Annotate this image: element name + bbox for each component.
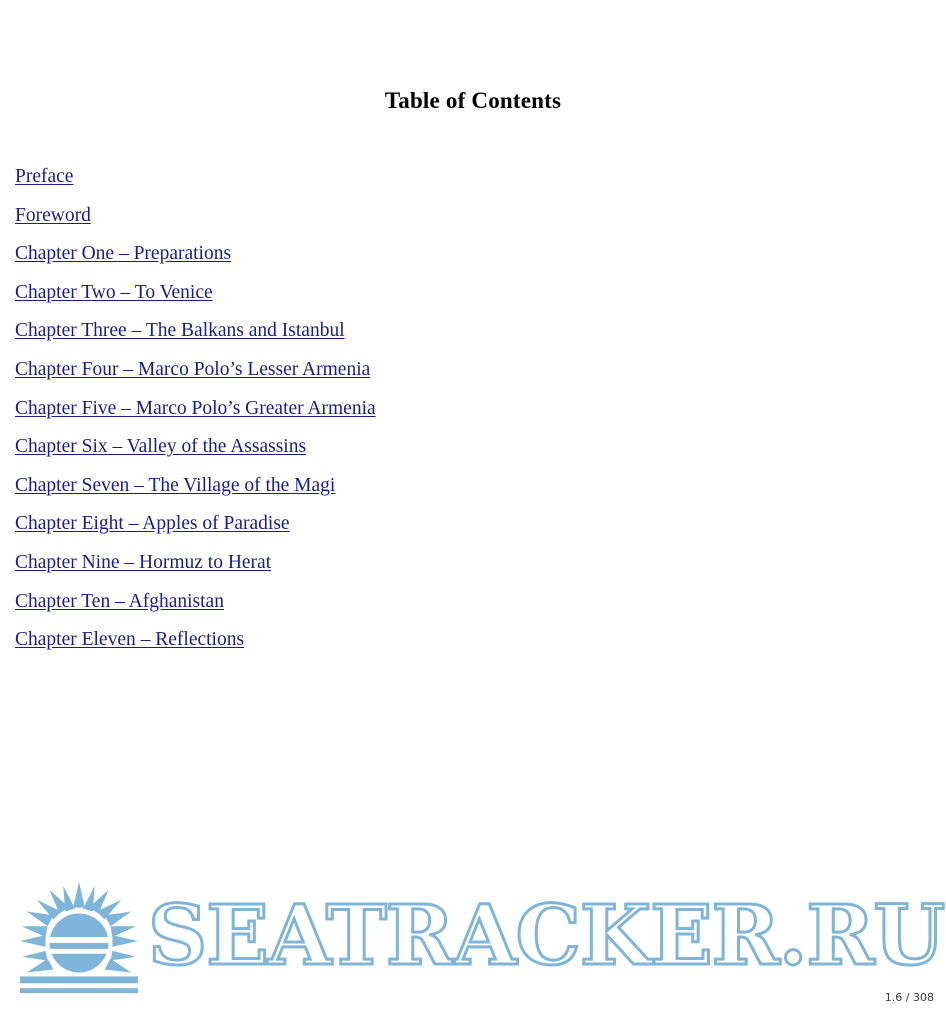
- sunrise-icon: [20, 882, 138, 1000]
- toc-link-chapter-two[interactable]: Chapter Two – To Venice: [15, 281, 213, 303]
- toc-link-chapter-seven[interactable]: Chapter Seven – The Village of the Magi: [15, 474, 336, 496]
- watermark: [8, 882, 945, 1002]
- toc-link-chapter-eleven[interactable]: Chapter Eleven – Reflections: [15, 629, 245, 651]
- toc-link-chapter-four[interactable]: Chapter Four – Marco Polo’s Lesser Armenia: [15, 358, 371, 380]
- toc-link-chapter-three[interactable]: Chapter Three – The Balkans and Istanbul: [15, 320, 345, 342]
- toc-link-preface[interactable]: Preface: [15, 166, 74, 187]
- page-counter: 1.6 / 308: [884, 991, 934, 1004]
- table-of-contents-list: [15, 158, 895, 660]
- toc-link-foreword[interactable]: Foreword: [15, 204, 91, 226]
- toc-link-chapter-one[interactable]: Chapter One – Preparations: [15, 243, 232, 265]
- page-title: Table of Contents: [384, 88, 562, 113]
- toc-link-chapter-five[interactable]: Chapter Five – Marco Polo’s Greater Armenia: [15, 397, 376, 419]
- toc-link-chapter-ten[interactable]: Chapter Ten – Afghanistan: [15, 590, 224, 612]
- watermark-text: SEATRACKER.RU: [148, 888, 945, 984]
- toc-link-chapter-nine[interactable]: Chapter Nine – Hormuz to Herat: [15, 551, 272, 573]
- toc-link-chapter-six[interactable]: Chapter Six – Valley of the Assassins: [15, 436, 307, 458]
- toc-link-chapter-eight[interactable]: Chapter Eight – Apples of Paradise: [15, 513, 290, 535]
